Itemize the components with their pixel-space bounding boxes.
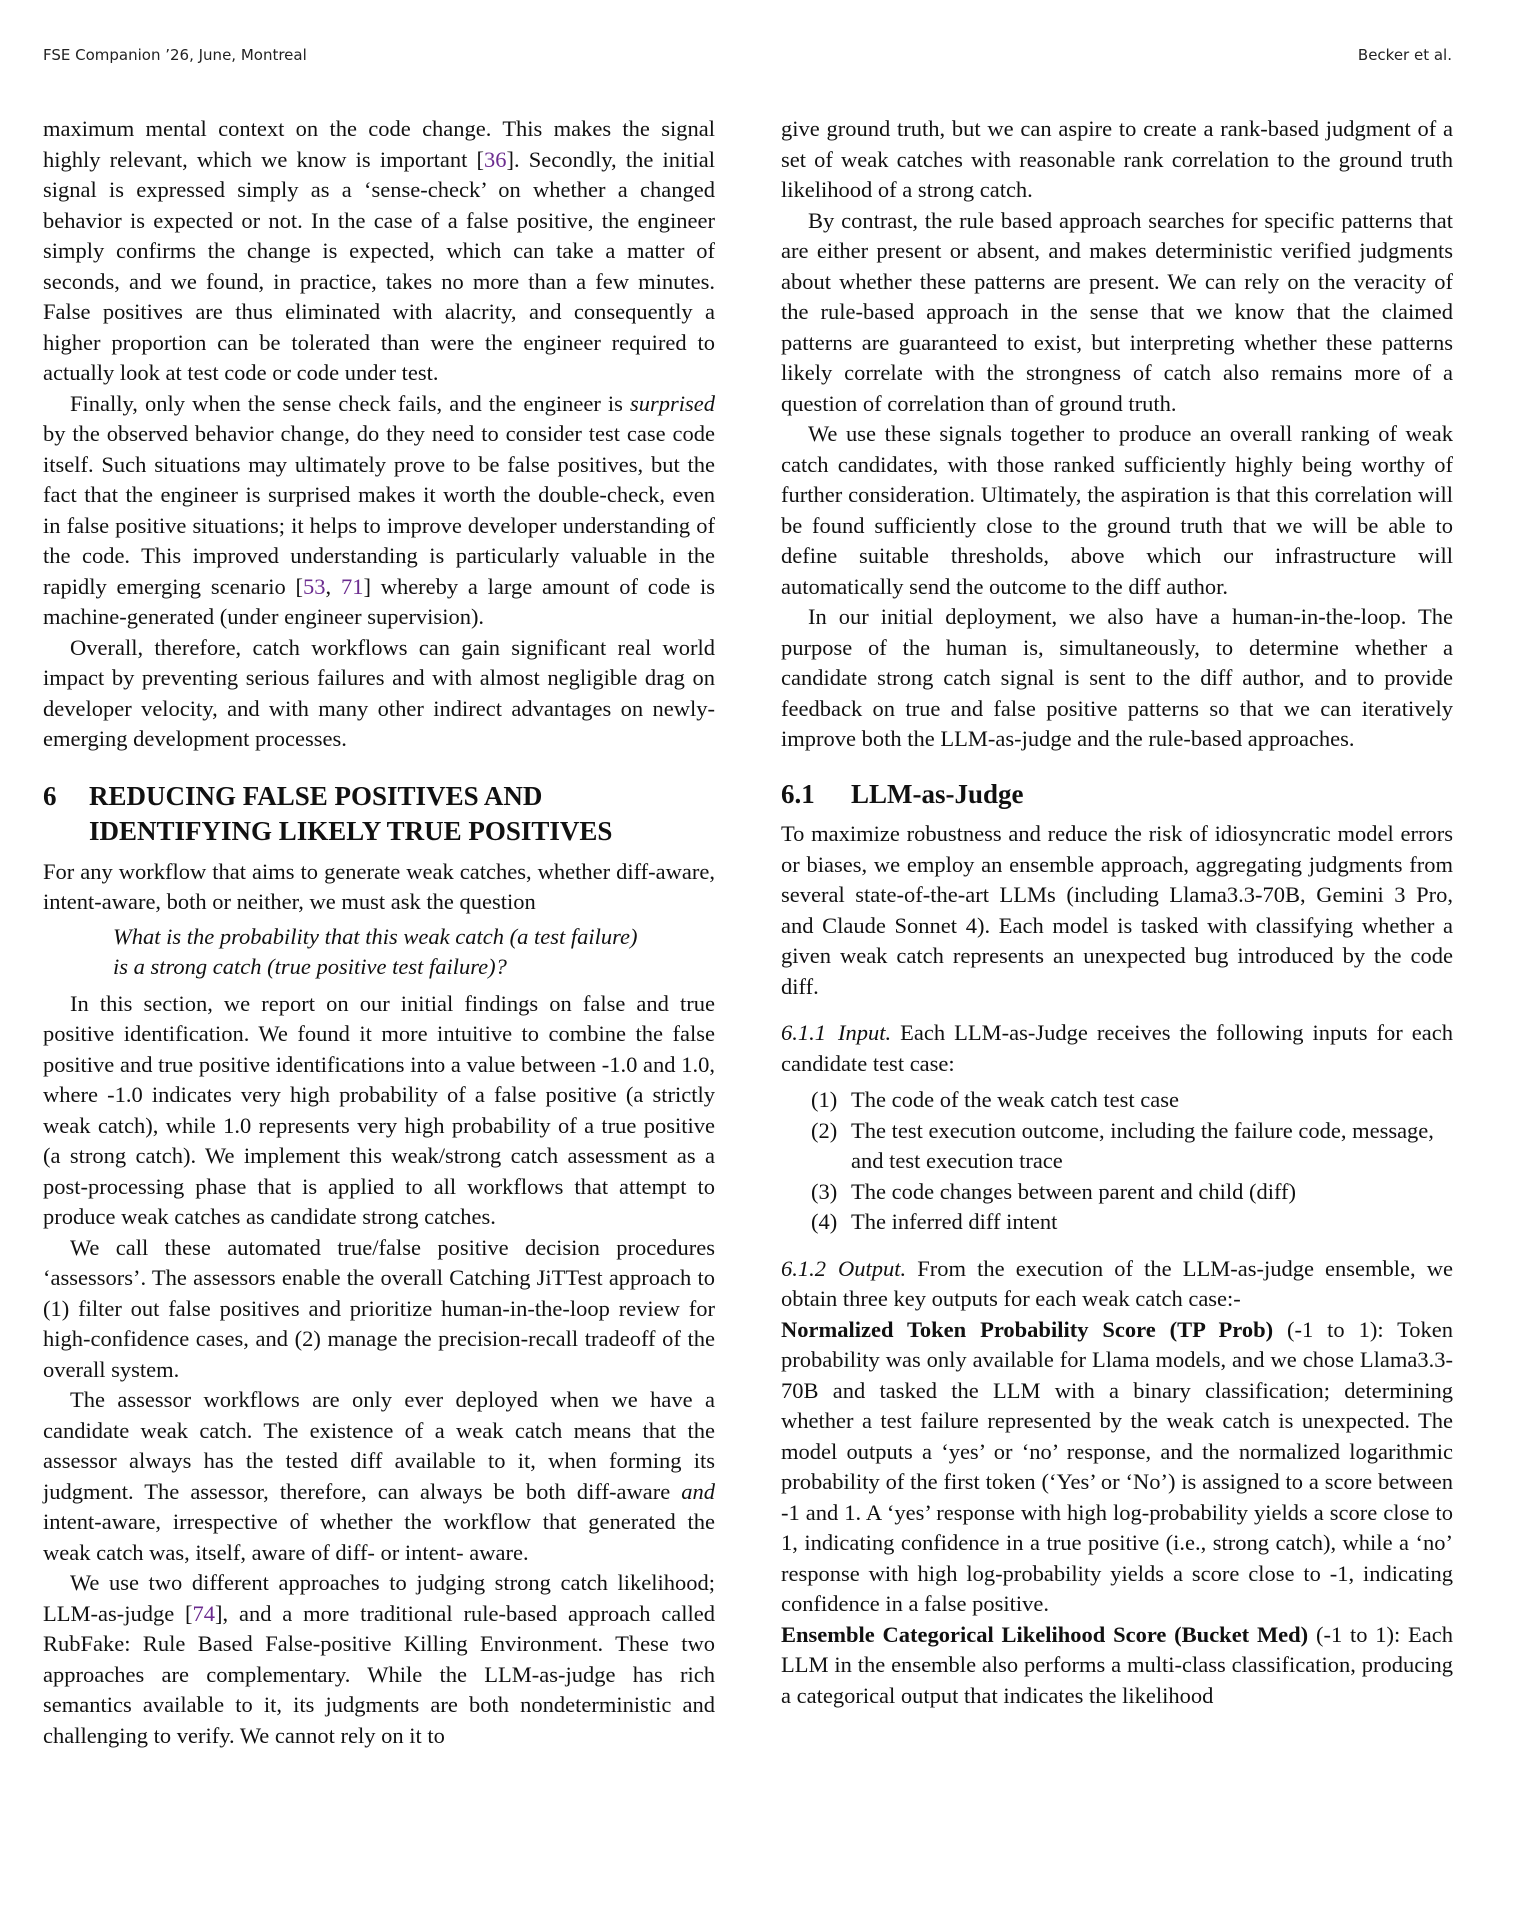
tp-prob-definition: Normalized Token Probability Score (TP Prob) (-1 to 1): Token probability was only available for Llama models, and we chose Llama3.3-70B and tasked the LLM with a binary classification; determining whether a test failure represented by the weak catch is unexpected. The model outputs a ‘yes’ or ‘no’ response, and the normalized logarithmic probability of the first token (‘Yes’ or ‘No’) is assigned to a score between -1 and 1. A ‘yes’ response with high log-probability yields a score close to 1, indicating confidence in a true positive (i.e., strong catch), while a ‘no’ response with high log-probability yields a score close to -1, indicating confidence in a false positive.	[781, 1316, 1454, 1616]
paragraph: Finally, only when the sense check fails, and the engineer is surprised by the observed behavior change, do they need to consider test case code itself. Such situations may ultimately prove to be false positives, but the fact that the engineer is surprised makes it worth the double-check, even in false positive situations; it helps to improve developer understanding of the code. This improved understanding is particularly valuable in the rapidly emerging scenario [53, 71] whereby a large amount of code is machine-generated (under engineer supervision).	[43, 390, 716, 629]
paragraph: To maximize robustness and reduce the risk of idiosyncratic model errors or biases, we employ an ensemble approach, aggregating judgments from several state-of-the-art LLMs (including Llama3.3-70B, Gemini 3 Pro, and Claude Sonnet 4). Each model is tasked with classifying whether a given weak catch represents an unexpected bug introduced by the code diff.	[781, 821, 1453, 999]
list-item: (1) The code of the weak catch test case	[811, 1087, 1179, 1112]
paragraph: The assessor workflows are only ever deployed when we have a candidate weak catch. The existence of a weak catch means that the assessor always has the tested diff available to it, when forming its judgment. The assessor, therefore, can always be both diff-aware and intent-aware, irrespective of whether the workflow that generated the weak catch was, itself, aware of diff- or intent- aware.	[43, 1387, 715, 1565]
running-header-authors: Becker et al.	[1357, 46, 1452, 64]
paragraph: In our initial deployment, we also have a human-in-the-loop. The purpose of the human is, simultaneously, to determine whether a candidate strong catch signal is sent to the diff author, and to provide feedback on true and false positive patterns so that we can iteratively improve both the LLM-as-judge and the rule-based approaches.	[781, 604, 1453, 751]
paragraph: We use two different approaches to judging strong catch likelihood; LLM-as-judge [74], and a more traditional rule-based approach called RubFake: Rule Based False-positive Killing Environment. These two approaches are complementary. While the LLM-as-judge has rich semantics available to it, its judgments are both nondeterministic and challenging to verify. We cannot rely on it to	[43, 1570, 715, 1748]
section-title: REDUCING FALSE POSITIVES AND IDENTIFYING LIKELY TRUE POSITIVES	[89, 780, 613, 846]
section-number: 6	[43, 780, 57, 811]
citation-link[interactable]: 36	[483, 146, 507, 172]
subsubsection-output: 6.1.2 Output. From the execution of the LLM-as-judge ensemble, we obtain three key outputs for each weak catch case:-	[781, 1255, 1453, 1311]
inputs-list	[781, 1085, 1453, 1238]
list-item: (2) The test execution outcome, including the failure code, message, and test execution trace	[811, 1117, 1434, 1173]
paragraph: Overall, therefore, catch workflows can gain significant real world impact by preventing serious failures and with almost negligible drag on developer velocity, and with many other indirect advantages on newly-emerging development processes.	[43, 634, 715, 751]
block-quote: What is the probability that this weak catch (a test failure) is a strong catch (true positive test failure)?	[113, 923, 638, 979]
right-column	[781, 114, 1453, 1711]
list-item: (4) The inferred diff intent	[811, 1209, 1058, 1234]
subsection-number: 6.1	[781, 778, 815, 809]
section-heading	[43, 779, 715, 849]
paragraph: For any workflow that aims to generate weak catches, whether diff-aware, intent-aware, both or neither, we must ask the question	[43, 858, 715, 914]
subsubsection-input: 6.1.1 Input. Each LLM-as-Judge receives the following inputs for each candidate test case:	[781, 1020, 1453, 1076]
paragraph: We call these automated true/false positive decision procedures ‘assessors’. The assessors enable the overall Catching JiTTest approach to (1) filter out false positives and prioritize human-in-the-loop review for high-confidence cases, and (2) manage the precision-recall tradeoff of the overall system.	[43, 1234, 715, 1382]
paragraph: maximum mental context on the code change. This makes the signal highly relevant, which we know is important [36]. Secondly, the initial signal is expressed simply as a ‘sense-check’ on whether a changed behavior is expected or not. In the case of a false positive, the engineer simply confirms the change is expected, which can take a matter of seconds, and we found, in practice, takes no more than a few minutes. False positives are thus eliminated with alacrity, and consequently a higher proportion can be tolerated than were the engineer required to actually look at test code or code under test.	[43, 116, 715, 385]
citation-link[interactable]: 53	[303, 573, 326, 599]
subsection-heading	[781, 779, 1453, 810]
bucket-med-definition: Ensemble Categorical Likelihood Score (Bucket Med) (-1 to 1): Each LLM in the ensemble also performs a multi-class classification, producing a categorical output that indicates the likelihood	[781, 1621, 1453, 1708]
list-item: (3) The code changes between parent and child (diff)	[811, 1178, 1297, 1204]
paragraph: By contrast, the rule based approach searches for specific patterns that are either present or absent, and makes deterministic verified judgments about whether these patterns are present. We can rely on the veracity of the rule-based approach in the sense that we know that the claimed patterns are guaranteed to exist, but interpreting whether these patterns likely correlate with the strongness of catch also remains more of a question of correlation than of ground truth.	[781, 207, 1453, 416]
paragraph: In this section, we report on our initial findings on false and true positive identification. We found it more intuitive to combine the false positive and true positive identifications into a value between -1.0 and 1.0, where -1.0 indicates very high probability of a false positive (a strictly weak catch), while 1.0 represents very high probability of a true positive (a strong catch). We implement this weak/strong catch assessment as a post-processing phase that is applied to all workflows that attempt to produce weak catches as candidate strong catches.	[43, 990, 715, 1229]
left-column	[43, 114, 715, 1751]
citation-link[interactable]: 71	[340, 573, 364, 599]
running-header-venue: FSE Companion ’26, June, Montreal	[43, 46, 307, 64]
citation-link[interactable]: 74	[192, 1600, 216, 1626]
subsection-title: LLM-as-Judge	[851, 778, 1024, 809]
paragraph: give ground truth, but we can aspire to create a rank-based judgment of a set of weak catches with reasonable rank correlation to the ground truth likelihood of a strong catch.	[781, 116, 1453, 202]
paragraph: We use these signals together to produce an overall ranking of weak catch candidates, with those ranked sufficiently highly being worthy of further consideration. Ultimately, the aspiration is that this correlation will be found sufficiently close to the ground truth that we will be able to define suitable thresholds, above which our infrastructure will automatically send the outcome to the diff author.	[781, 421, 1453, 599]
